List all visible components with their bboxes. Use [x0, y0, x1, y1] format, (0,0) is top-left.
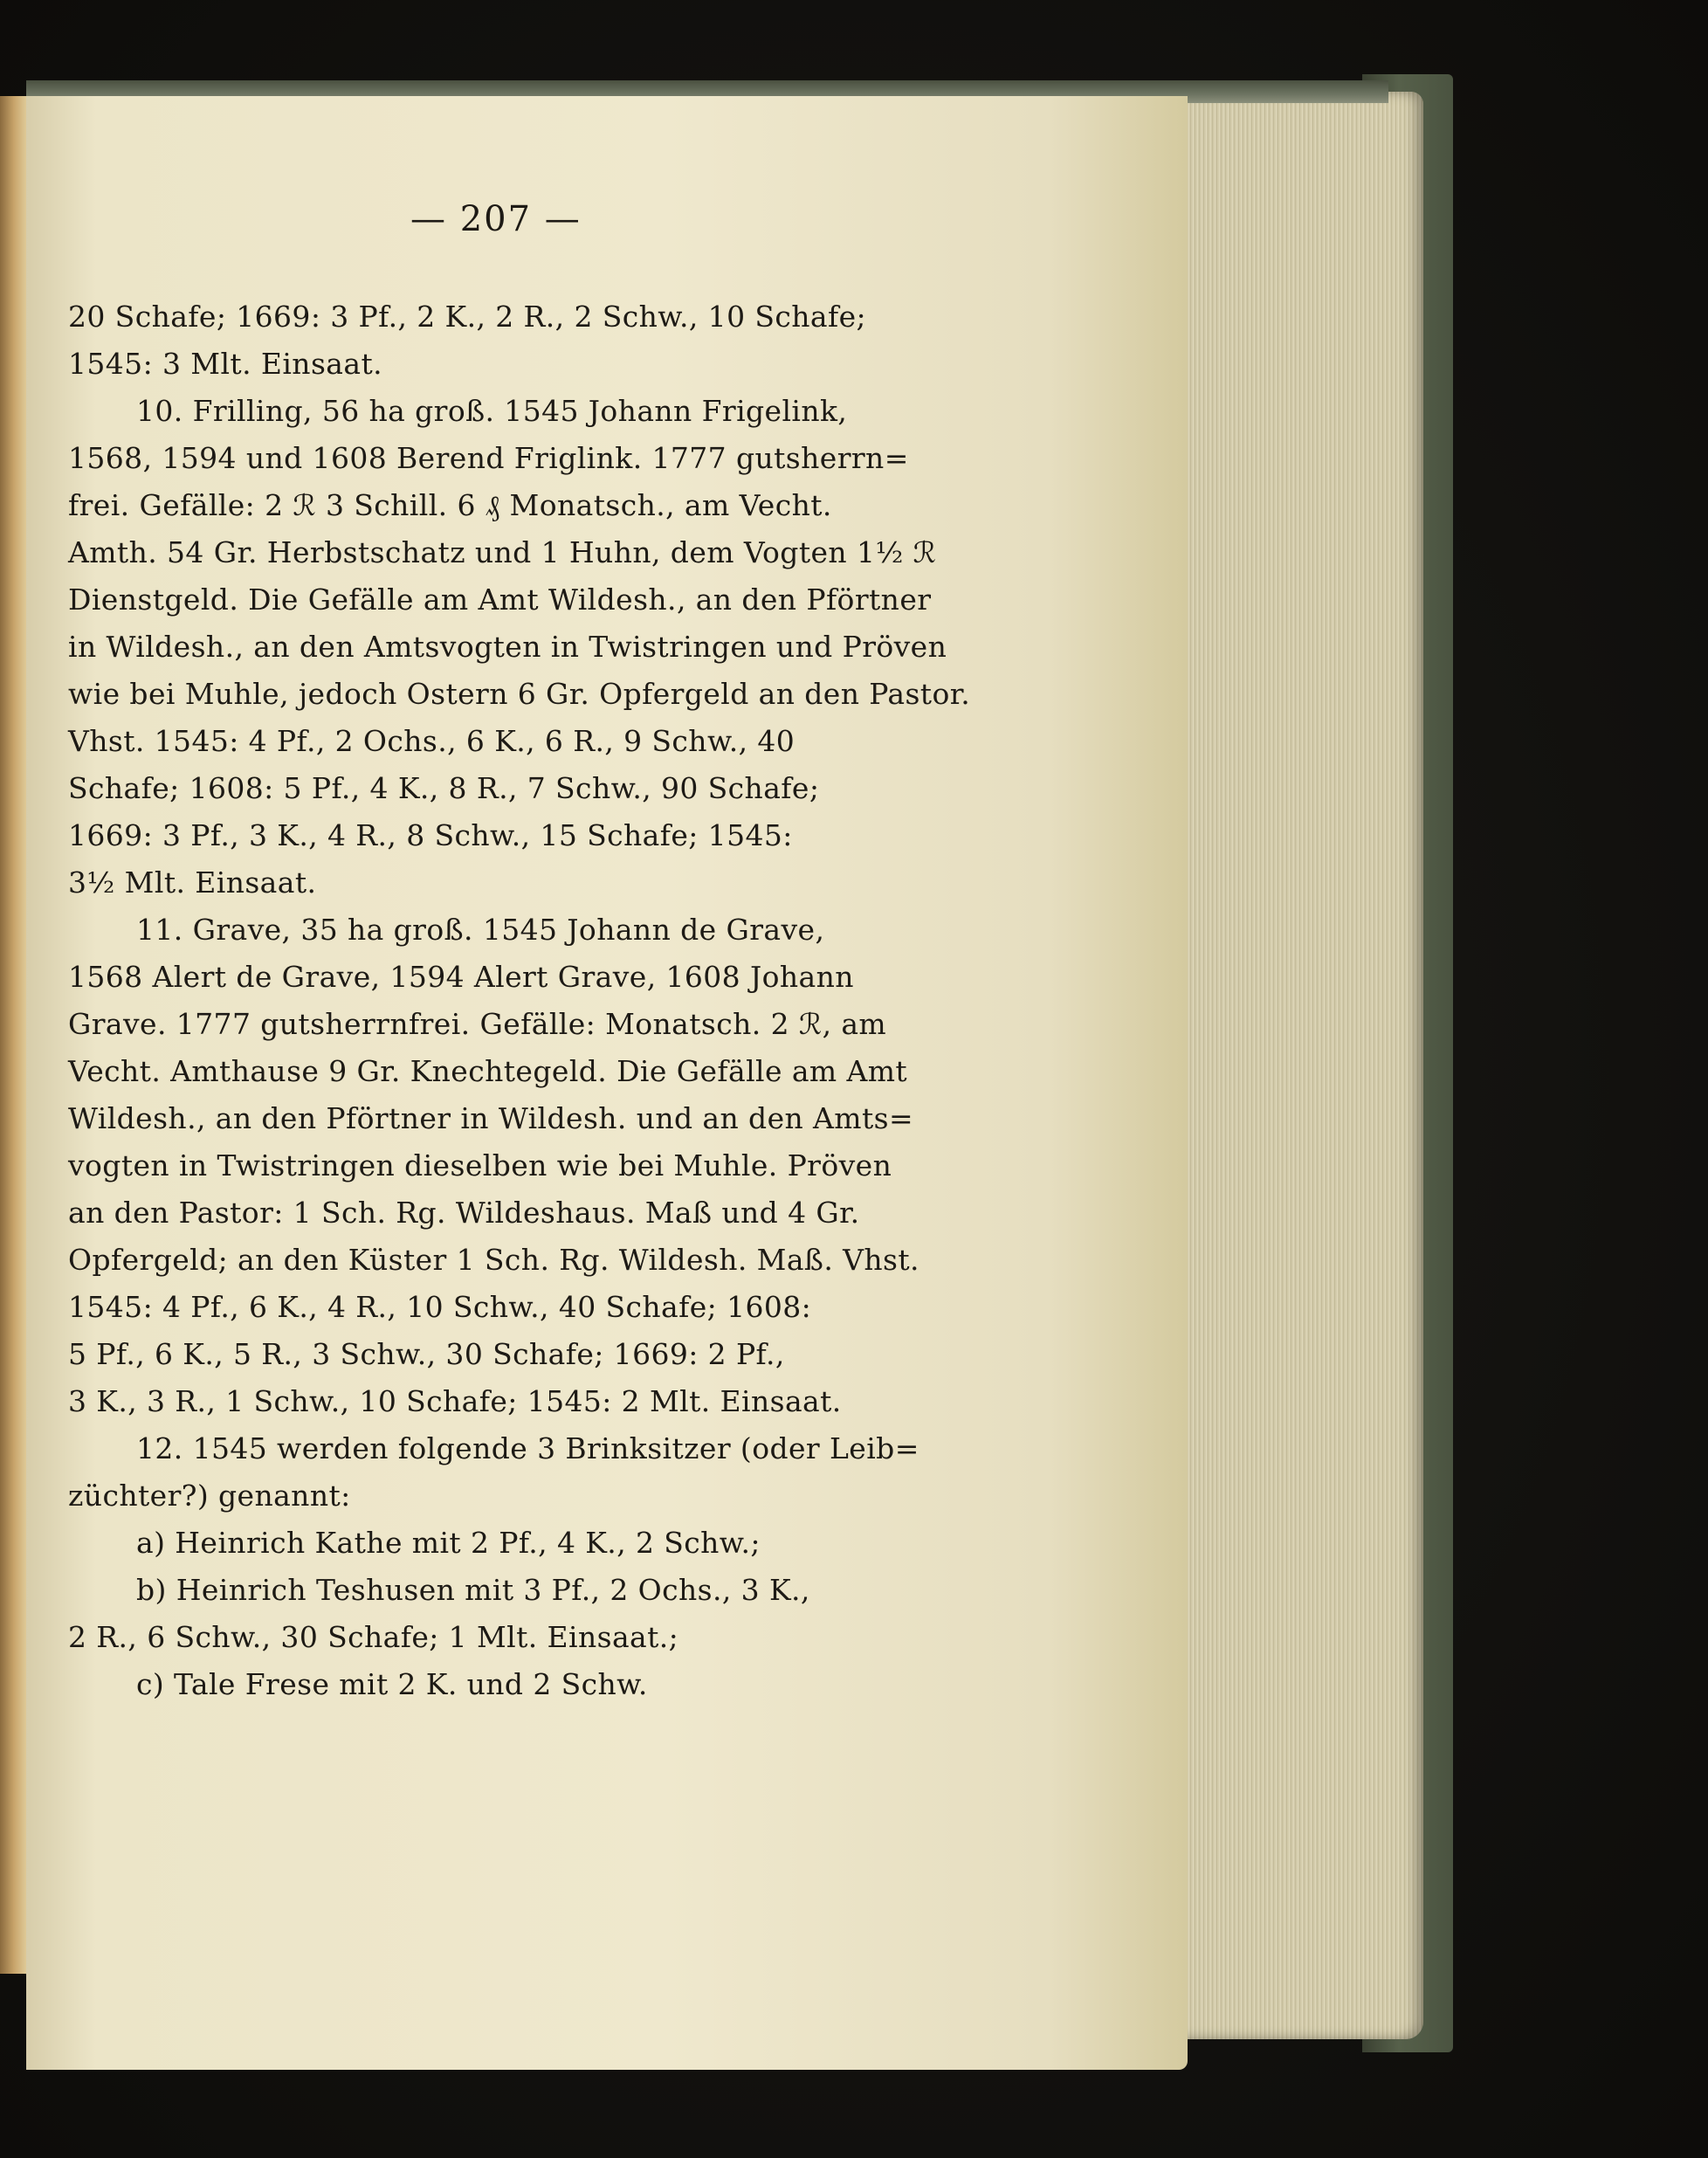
text-line: Wildesh., an den Pförtner in Wildesh. und an den Amts=: [68, 1101, 914, 1135]
text-line: 1545: 3 Mlt. Einsaat.: [68, 347, 382, 381]
text-line: züchter?) genannt:: [68, 1479, 351, 1513]
text-line: a) Heinrich Kathe mit 2 Pf., 4 K., 2 Schw.;: [136, 1526, 761, 1560]
text-line: vogten in Twistringen dieselben wie bei Muhle. Pröven: [68, 1148, 892, 1182]
text-line: 1568, 1594 und 1608 Berend Friglink. 1777 gutsherrn=: [68, 441, 909, 475]
text-line: 1545: 4 Pf., 6 K., 4 R., 10 Schw., 40 Schafe; 1608:: [68, 1290, 812, 1324]
text-line: frei. Gefälle: 2 ℛ 3 Schill. 6 ₰ Monatsch., am Vecht.: [68, 488, 832, 522]
page-number: — 207 —: [410, 199, 582, 239]
text-line: an den Pastor: 1 Sch. Rg. Wildeshaus. Maß und 4 Gr.: [68, 1196, 860, 1230]
text-line: Vhst. 1545: 4 Pf., 2 Ochs., 6 K., 6 R., 9 Schw., 40: [68, 724, 795, 758]
text-line: c) Tale Frese mit 2 K. und 2 Schw.: [136, 1667, 648, 1701]
text-line: Dienstgeld. Die Gefälle am Amt Wildesh., an den Pförtner: [68, 583, 932, 617]
text-line: 1568 Alert de Grave, 1594 Alert Grave, 1608 Johann: [68, 960, 854, 994]
text-line: Opfergeld; an den Küster 1 Sch. Rg. Wildesh. Maß. Vhst.: [68, 1243, 919, 1277]
text-line: wie bei Muhle, jedoch Ostern 6 Gr. Opfergeld an den Pastor.: [68, 677, 971, 711]
text-line: 11. Grave, 35 ha groß. 1545 Johann de Grave,: [136, 913, 825, 947]
text-line: 20 Schafe; 1669: 3 Pf., 2 K., 2 R., 2 Schw., 10 Schafe;: [68, 300, 867, 334]
page-block-fore-edge: [1170, 92, 1423, 2039]
text-line: 1669: 3 Pf., 3 K., 4 R., 8 Schw., 15 Schafe; 1545:: [68, 818, 793, 852]
text-line: 3 K., 3 R., 1 Schw., 10 Schafe; 1545: 2 Mlt. Einsaat.: [68, 1384, 842, 1418]
text-line: 12. 1545 werden folgende 3 Brinksitzer (oder Leib=: [136, 1431, 919, 1465]
facing-page-edge: [0, 96, 28, 1974]
text-line: Vecht. Amthause 9 Gr. Knechtegeld. Die Gefälle am Amt: [68, 1054, 908, 1088]
text-line: 2 R., 6 Schw., 30 Schafe; 1 Mlt. Einsaat.;: [68, 1620, 679, 1654]
text-line: 3½ Mlt. Einsaat.: [68, 865, 317, 900]
text-line: 10. Frilling, 56 ha groß. 1545 Johann Frigelink,: [136, 394, 848, 428]
text-line: 5 Pf., 6 K., 5 R., 3 Schw., 30 Schafe; 1669: 2 Pf.,: [68, 1337, 785, 1371]
text-line: Amth. 54 Gr. Herbstschatz und 1 Huhn, dem Vogten 1½ ℛ: [68, 535, 937, 569]
text-line: Schafe; 1608: 5 Pf., 4 K., 8 R., 7 Schw., 90 Schafe;: [68, 771, 820, 805]
text-line: in Wildesh., an den Amtsvogten in Twistringen und Pröven: [68, 630, 947, 664]
text-line: Grave. 1777 gutsherrnfrei. Gefälle: Monatsch. 2 ℛ, am: [68, 1007, 887, 1041]
text-line: b) Heinrich Teshusen mit 3 Pf., 2 Ochs., 3 K.,: [136, 1573, 810, 1607]
